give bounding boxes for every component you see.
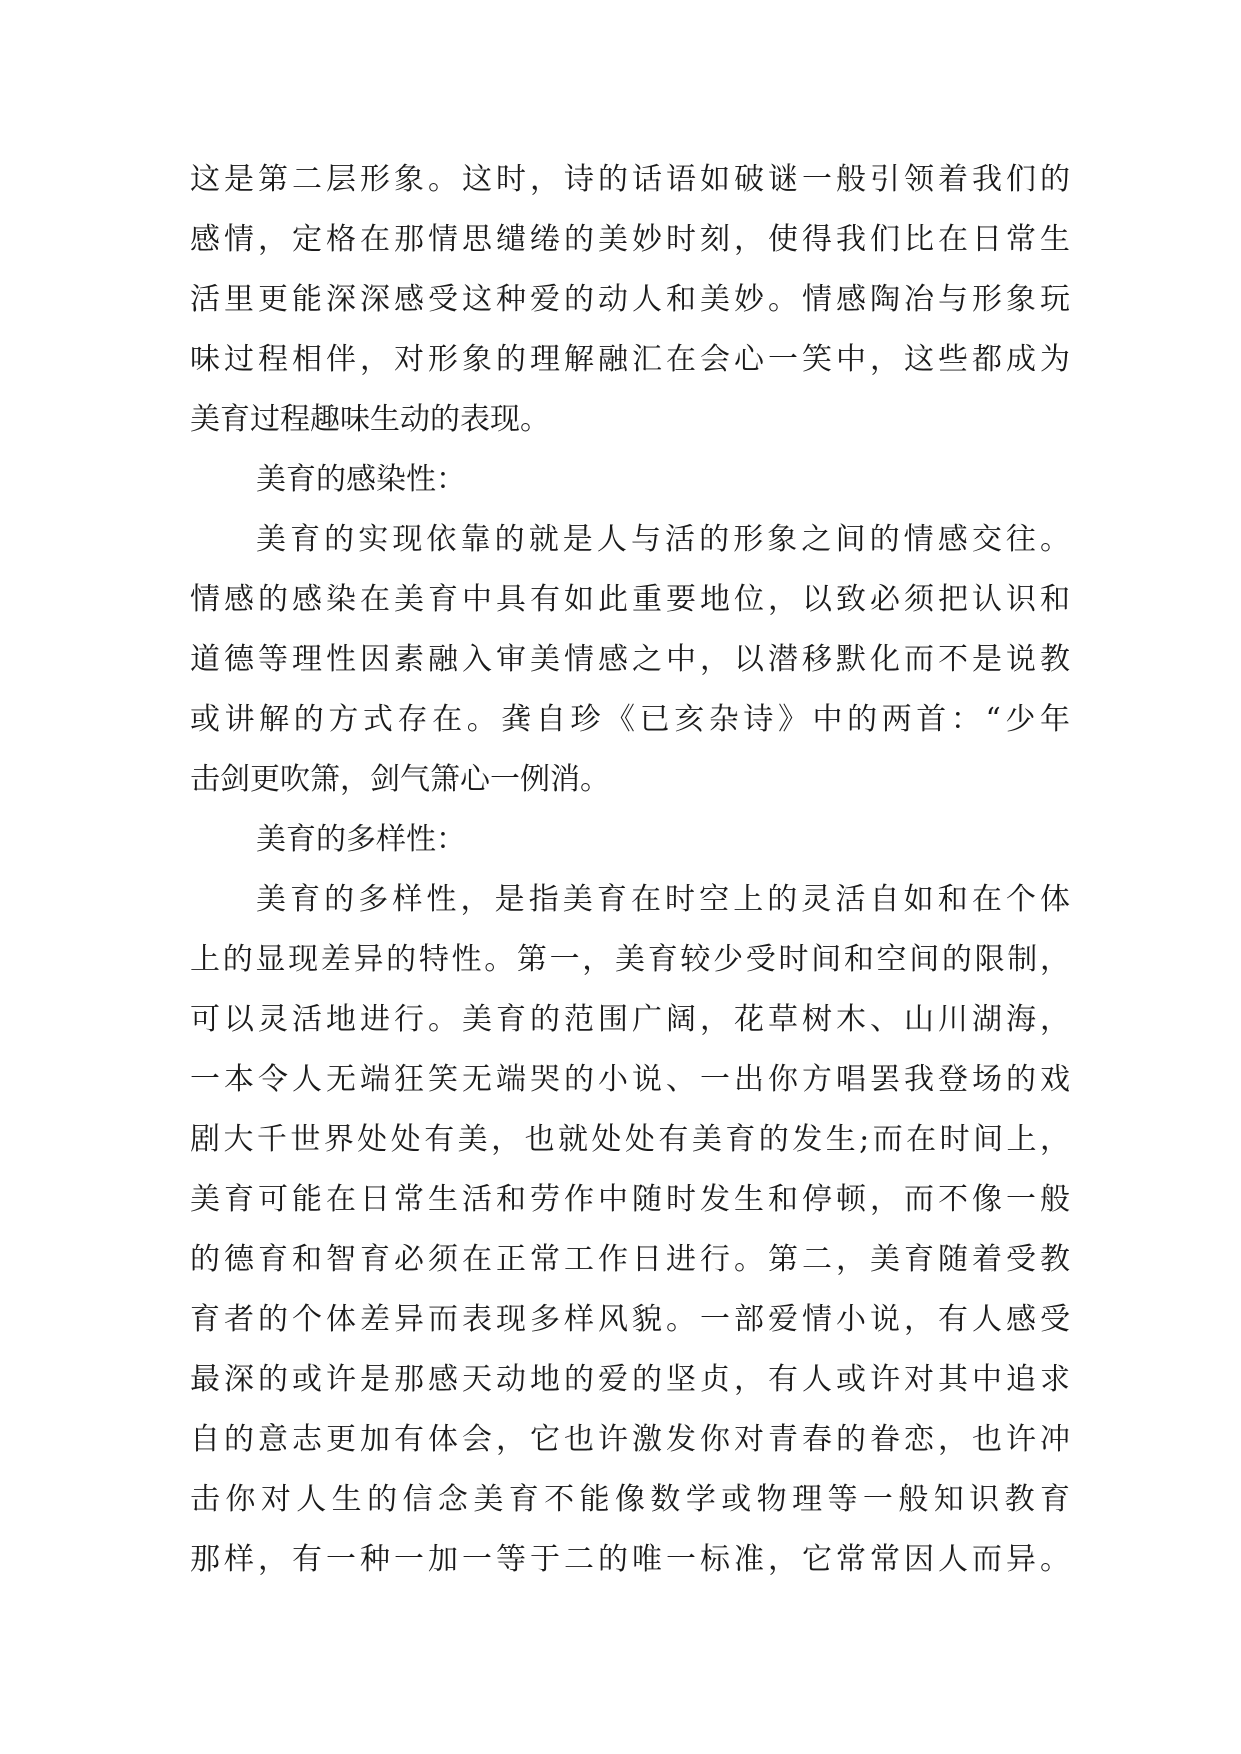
text-line: 美育的多样性： bbox=[256, 822, 466, 857]
text-line: 美育过程趣味生动的表现。 bbox=[190, 402, 550, 437]
text-line: 情感的感染在美育中具有如此重要地位，以致必须把认识和 bbox=[190, 582, 1070, 617]
text-line: 感情，定格在那情思缱绻的美妙时刻，使得我们比在日常生 bbox=[190, 222, 1070, 257]
text-line: 击剑更吹箫，剑气箫心一例消。 bbox=[190, 762, 610, 797]
text-line: 活里更能深深感受这种爱的动人和美妙。情感陶冶与形象玩 bbox=[190, 282, 1070, 317]
text-line: 击你对人生的信念美育不能像数学或物理等一般知识教育 bbox=[190, 1482, 1070, 1517]
text-line: 那样，有一种一加一等于二的唯一标准，它常常因人而异。 bbox=[190, 1542, 1070, 1577]
text-line: 剧大千世界处处有美，也就处处有美育的发生;而在时间上， bbox=[190, 1122, 1070, 1157]
text-line: 育者的个体差异而表现多样风貌。一部爱情小说，有人感受 bbox=[190, 1302, 1070, 1337]
text-line: 的德育和智育必须在正常工作日进行。第二，美育随着受教 bbox=[190, 1242, 1070, 1277]
text-line: 美育的多样性，是指美育在时空上的灵活自如和在个体 bbox=[256, 882, 1070, 917]
text-line: 美育的感染性： bbox=[256, 462, 466, 497]
text-line: 或讲解的方式存在。龚自珍《已亥杂诗》中的两首：“少年 bbox=[190, 702, 1070, 737]
text-line: 这是第二层形象。这时，诗的话语如破谜一般引领着我们的 bbox=[190, 162, 1070, 197]
text-line: 美育的实现依靠的就是人与活的形象之间的情感交往。 bbox=[256, 522, 1070, 557]
body-text bbox=[190, 150, 1070, 1590]
text-line: 一本令人无端狂笑无端哭的小说、一出你方唱罢我登场的戏 bbox=[190, 1062, 1070, 1097]
text-line: 最深的或许是那感天动地的爱的坚贞，有人或许对其中追求 bbox=[190, 1362, 1070, 1397]
text-line: 可以灵活地进行。美育的范围广阔，花草树木、山川湖海， bbox=[190, 1002, 1070, 1037]
text-line: 味过程相伴，对形象的理解融汇在会心一笑中，这些都成为 bbox=[190, 342, 1070, 377]
text-line: 道德等理性因素融入审美情感之中，以潜移默化而不是说教 bbox=[190, 642, 1070, 677]
text-line: 上的显现差异的特性。第一，美育较少受时间和空间的限制， bbox=[190, 942, 1070, 977]
text-line: 美育可能在日常生活和劳作中随时发生和停顿，而不像一般 bbox=[190, 1182, 1070, 1217]
text-line: 自的意志更加有体会，它也许激发你对青春的眷恋，也许冲 bbox=[190, 1422, 1070, 1457]
